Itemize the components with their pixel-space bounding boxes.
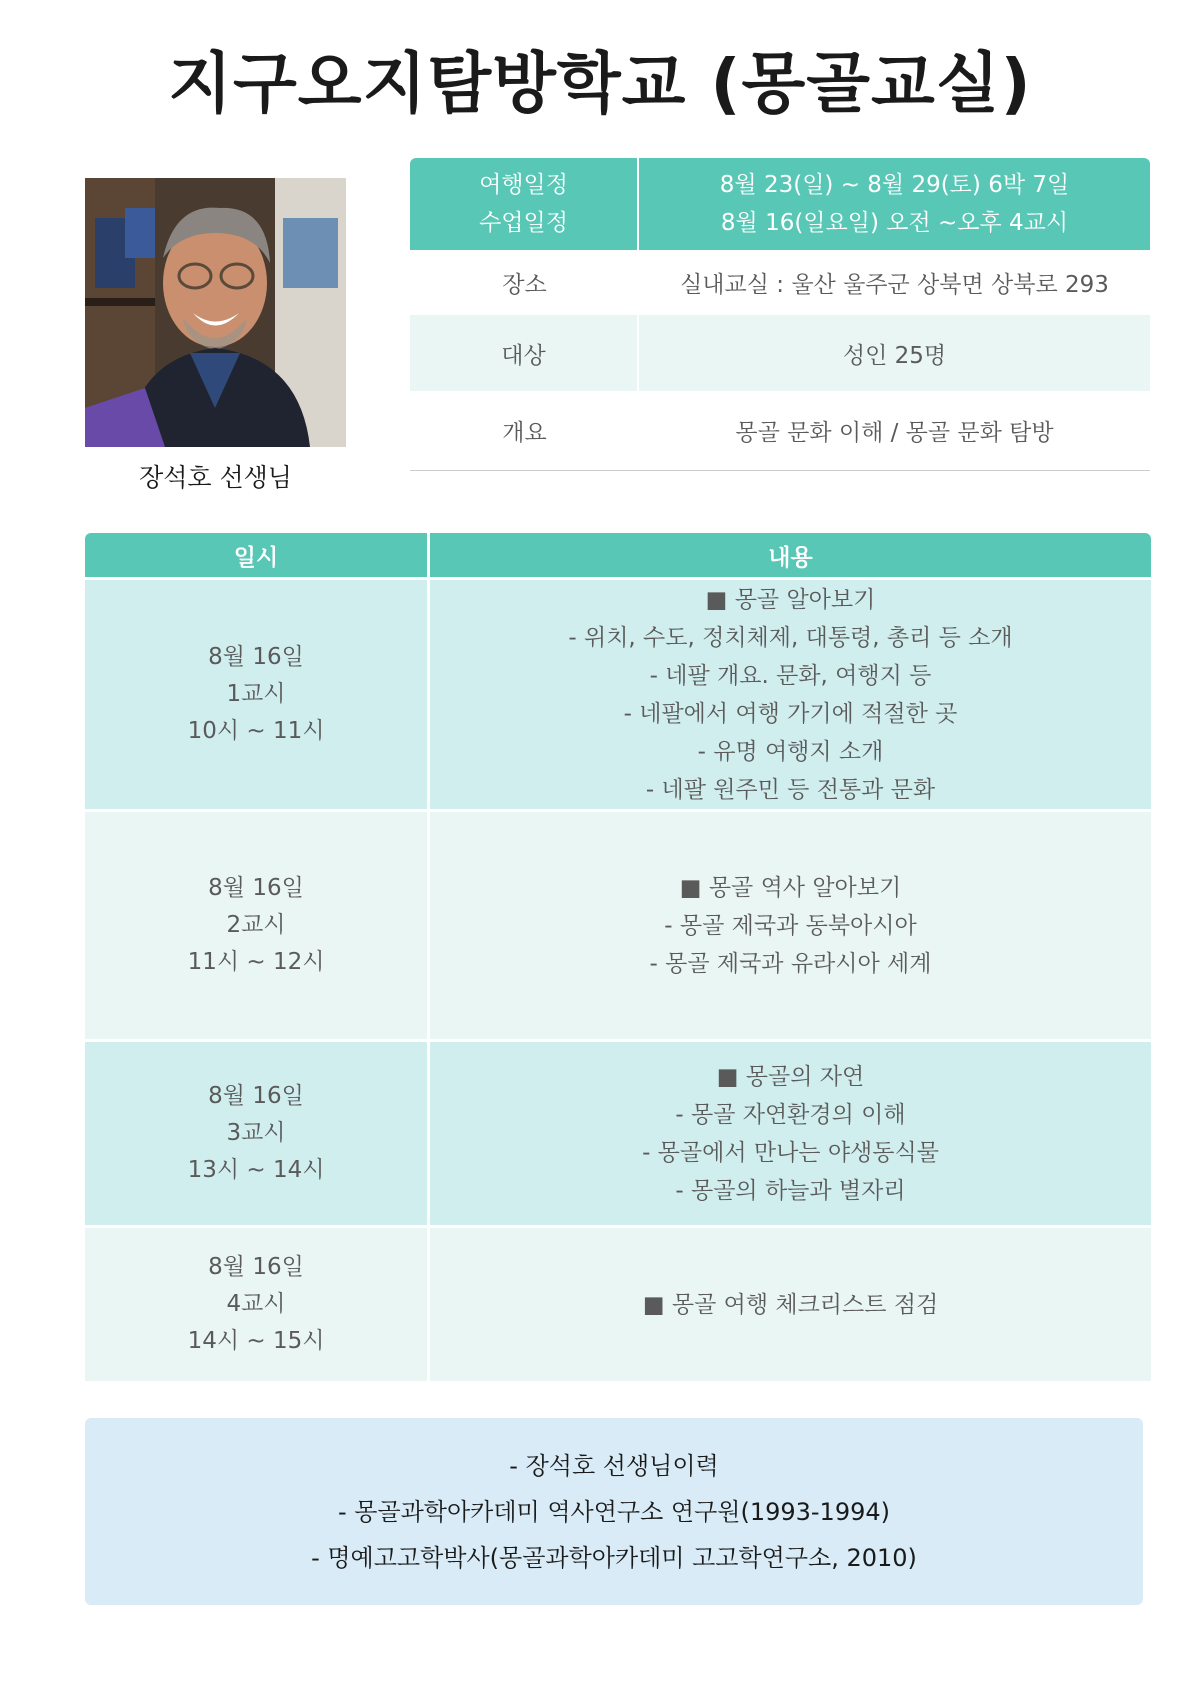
career-item: - 몽골과학아카데미 역사연구소 연구원(1993-1994)	[337, 1497, 891, 1526]
page-title: 지구오지탐방학교 (몽골교실)	[168, 45, 1032, 122]
class-schedule-value: 8월 16(일요일) 오전 ~오후 4교시	[720, 210, 1069, 236]
content-line: - 네팔 원주민 등 전통과 문화	[645, 776, 936, 803]
content-line: - 몽골 제국과 동북아시아	[664, 912, 917, 939]
content-line: ■ 몽골의 자연	[716, 1063, 865, 1090]
content-line: - 네팔 개요. 문화, 여행지 등	[649, 662, 932, 689]
content-line: - 네팔에서 여행 가기에 적절한 곳	[623, 700, 958, 727]
class-date: 8월 16일	[208, 644, 304, 670]
info-row-location	[410, 250, 1150, 315]
class-date: 8월 16일	[208, 1083, 304, 1109]
schedule-datetime	[85, 580, 430, 809]
schedule-content	[430, 1042, 1151, 1225]
schedule-header-content: 내용	[768, 544, 813, 571]
schedule-table	[85, 533, 1151, 1381]
class-period: 4교시	[226, 1291, 286, 1317]
schedule-content	[430, 812, 1151, 1039]
info-header-row	[410, 158, 1150, 250]
class-date: 8월 16일	[208, 875, 304, 901]
info-header-values	[639, 158, 1150, 250]
schedule-row-3	[85, 1039, 1151, 1225]
class-period: 2교시	[226, 912, 286, 938]
travel-schedule-value: 8월 23(일) ~ 8월 29(토) 6박 7일	[719, 172, 1070, 198]
info-row-overview	[410, 391, 1150, 471]
info-table	[410, 158, 1150, 471]
info-label: 대상	[410, 315, 639, 391]
info-label: 개요	[502, 420, 547, 446]
info-row-target	[410, 315, 1150, 391]
career-heading: - 장석호 선생님이력	[509, 1451, 719, 1480]
content-line: - 몽골 자연환경의 이해	[675, 1101, 906, 1128]
class-period: 1교시	[226, 681, 286, 707]
class-time: 14시 ~ 15시	[187, 1328, 325, 1354]
class-time: 10시 ~ 11시	[187, 718, 325, 744]
schedule-header-row	[85, 533, 1151, 577]
travel-schedule-label: 여행일정	[479, 172, 568, 198]
info-value: 성인 25명	[842, 342, 947, 369]
schedule-row-4	[85, 1225, 1151, 1381]
class-period: 3교시	[226, 1120, 286, 1146]
info-label: 장소	[502, 272, 547, 298]
content-line: ■ 몽골 알아보기	[705, 586, 876, 613]
info-header-labels	[410, 158, 639, 250]
schedule-datetime	[85, 812, 430, 1039]
class-schedule-label: 수업일정	[479, 210, 568, 236]
schedule-header-datetime: 일시	[85, 533, 430, 577]
info-value: 실내교실 : 울산 울주군 상북면 상북로 293	[680, 272, 1109, 298]
info-value: 몽골 문화 이해 / 몽골 문화 탐방	[735, 420, 1054, 446]
teacher-photo	[85, 178, 346, 447]
career-item: - 명예고고학박사(몽골과학아카데미 고고학연구소, 2010)	[311, 1543, 917, 1572]
schedule-row-1	[85, 577, 1151, 809]
teacher-name: 장석호 선생님	[139, 463, 292, 492]
content-line: - 몽골에서 만나는 야생동식물	[642, 1139, 939, 1166]
schedule-row-2	[85, 809, 1151, 1039]
class-date: 8월 16일	[208, 1254, 304, 1280]
schedule-content	[430, 1228, 1151, 1381]
content-line: - 몽골의 하늘과 별자리	[675, 1177, 906, 1204]
schedule-datetime	[85, 1228, 430, 1381]
schedule-datetime	[85, 1042, 430, 1225]
class-time: 13시 ~ 14시	[187, 1157, 325, 1183]
schedule-content	[430, 580, 1151, 809]
content-line: - 위치, 수도, 정치체제, 대통령, 총리 등 소개	[568, 624, 1013, 651]
content-line: ■ 몽골 여행 체크리스트 점검	[642, 1291, 939, 1318]
content-line: - 몽골 제국과 유라시아 세계	[649, 950, 932, 977]
teacher-career-box	[85, 1418, 1143, 1605]
content-line: ■ 몽골 역사 알아보기	[679, 874, 902, 901]
class-time: 11시 ~ 12시	[187, 949, 325, 975]
content-line: - 유명 여행지 소개	[697, 738, 884, 765]
